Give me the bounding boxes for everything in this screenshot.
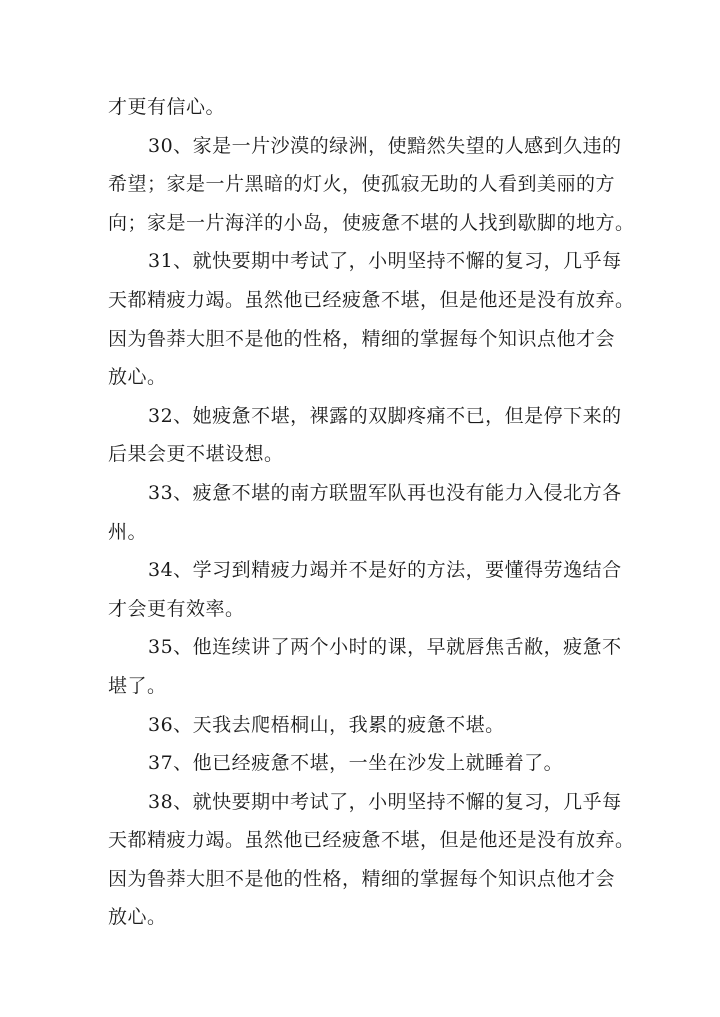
text-line: 天都精疲力竭。虽然他已经疲惫不堪，但是他还是没有放弃。	[108, 288, 635, 311]
paragraph-35	[108, 628, 622, 705]
paragraph-34	[108, 551, 622, 628]
text-line: 34、学习到精疲力竭并不是好的方法，要懂得劳逸结合	[148, 559, 622, 582]
text-line: 因为鲁莽大胆不是他的性格，精细的掌握每个知识点他才会	[108, 867, 616, 890]
text-line: 州。	[108, 520, 148, 543]
text-line: 38、就快要期中考试了，小明坚持不懈的复习，几乎每	[148, 790, 622, 813]
paragraph-37	[108, 744, 614, 783]
text-line: 因为鲁莽大胆不是他的性格，精细的掌握每个知识点他才会	[108, 327, 616, 350]
text-line: 才会更有效率。	[108, 597, 245, 620]
text-line: 35、他连续讲了两个小时的课，早就唇焦舌敝，疲惫不	[148, 636, 622, 659]
paragraph-continuation	[108, 88, 614, 127]
text-line: 33、疲惫不堪的南方联盟军队再也没有能力入侵北方各	[148, 481, 622, 504]
text-line: 36、天我去爬梧桐山，我累的疲惫不堪。	[148, 713, 505, 736]
paragraph-33	[108, 474, 622, 551]
text-line: 堪了。	[108, 674, 167, 697]
paragraph-30	[108, 127, 635, 243]
text-line: 后果会更不堪设想。	[108, 443, 284, 466]
paragraph-38	[108, 783, 635, 937]
text-line: 37、他已经疲惫不堪，一坐在沙发上就睡着了。	[148, 752, 564, 775]
text-line: 天都精疲力竭。虽然他已经疲惫不堪，但是他还是没有放弃。	[108, 829, 635, 852]
document-body	[108, 88, 635, 937]
text-line: 32、她疲惫不堪，裸露的双脚疼痛不已，但是停下来的	[148, 404, 622, 427]
text-line: 放心。	[108, 906, 167, 929]
paragraph-36	[108, 706, 614, 745]
text-line: 才更有信心。	[108, 96, 226, 118]
text-line: 31、就快要期中考试了，小明坚持不懈的复习，几乎每	[148, 250, 622, 273]
text-line: 希望；家是一片黑暗的灯火，使孤寂无助的人看到美丽的方	[108, 173, 616, 196]
text-line: 向；家是一片海洋的小岛，使疲惫不堪的人找到歇脚的地方。	[108, 211, 635, 234]
text-line: 放心。	[108, 366, 167, 389]
text-line: 30、家是一片沙漠的绿洲，使黯然失望的人感到久违的	[148, 134, 622, 157]
paragraph-31	[108, 242, 635, 396]
paragraph-32	[108, 397, 622, 474]
